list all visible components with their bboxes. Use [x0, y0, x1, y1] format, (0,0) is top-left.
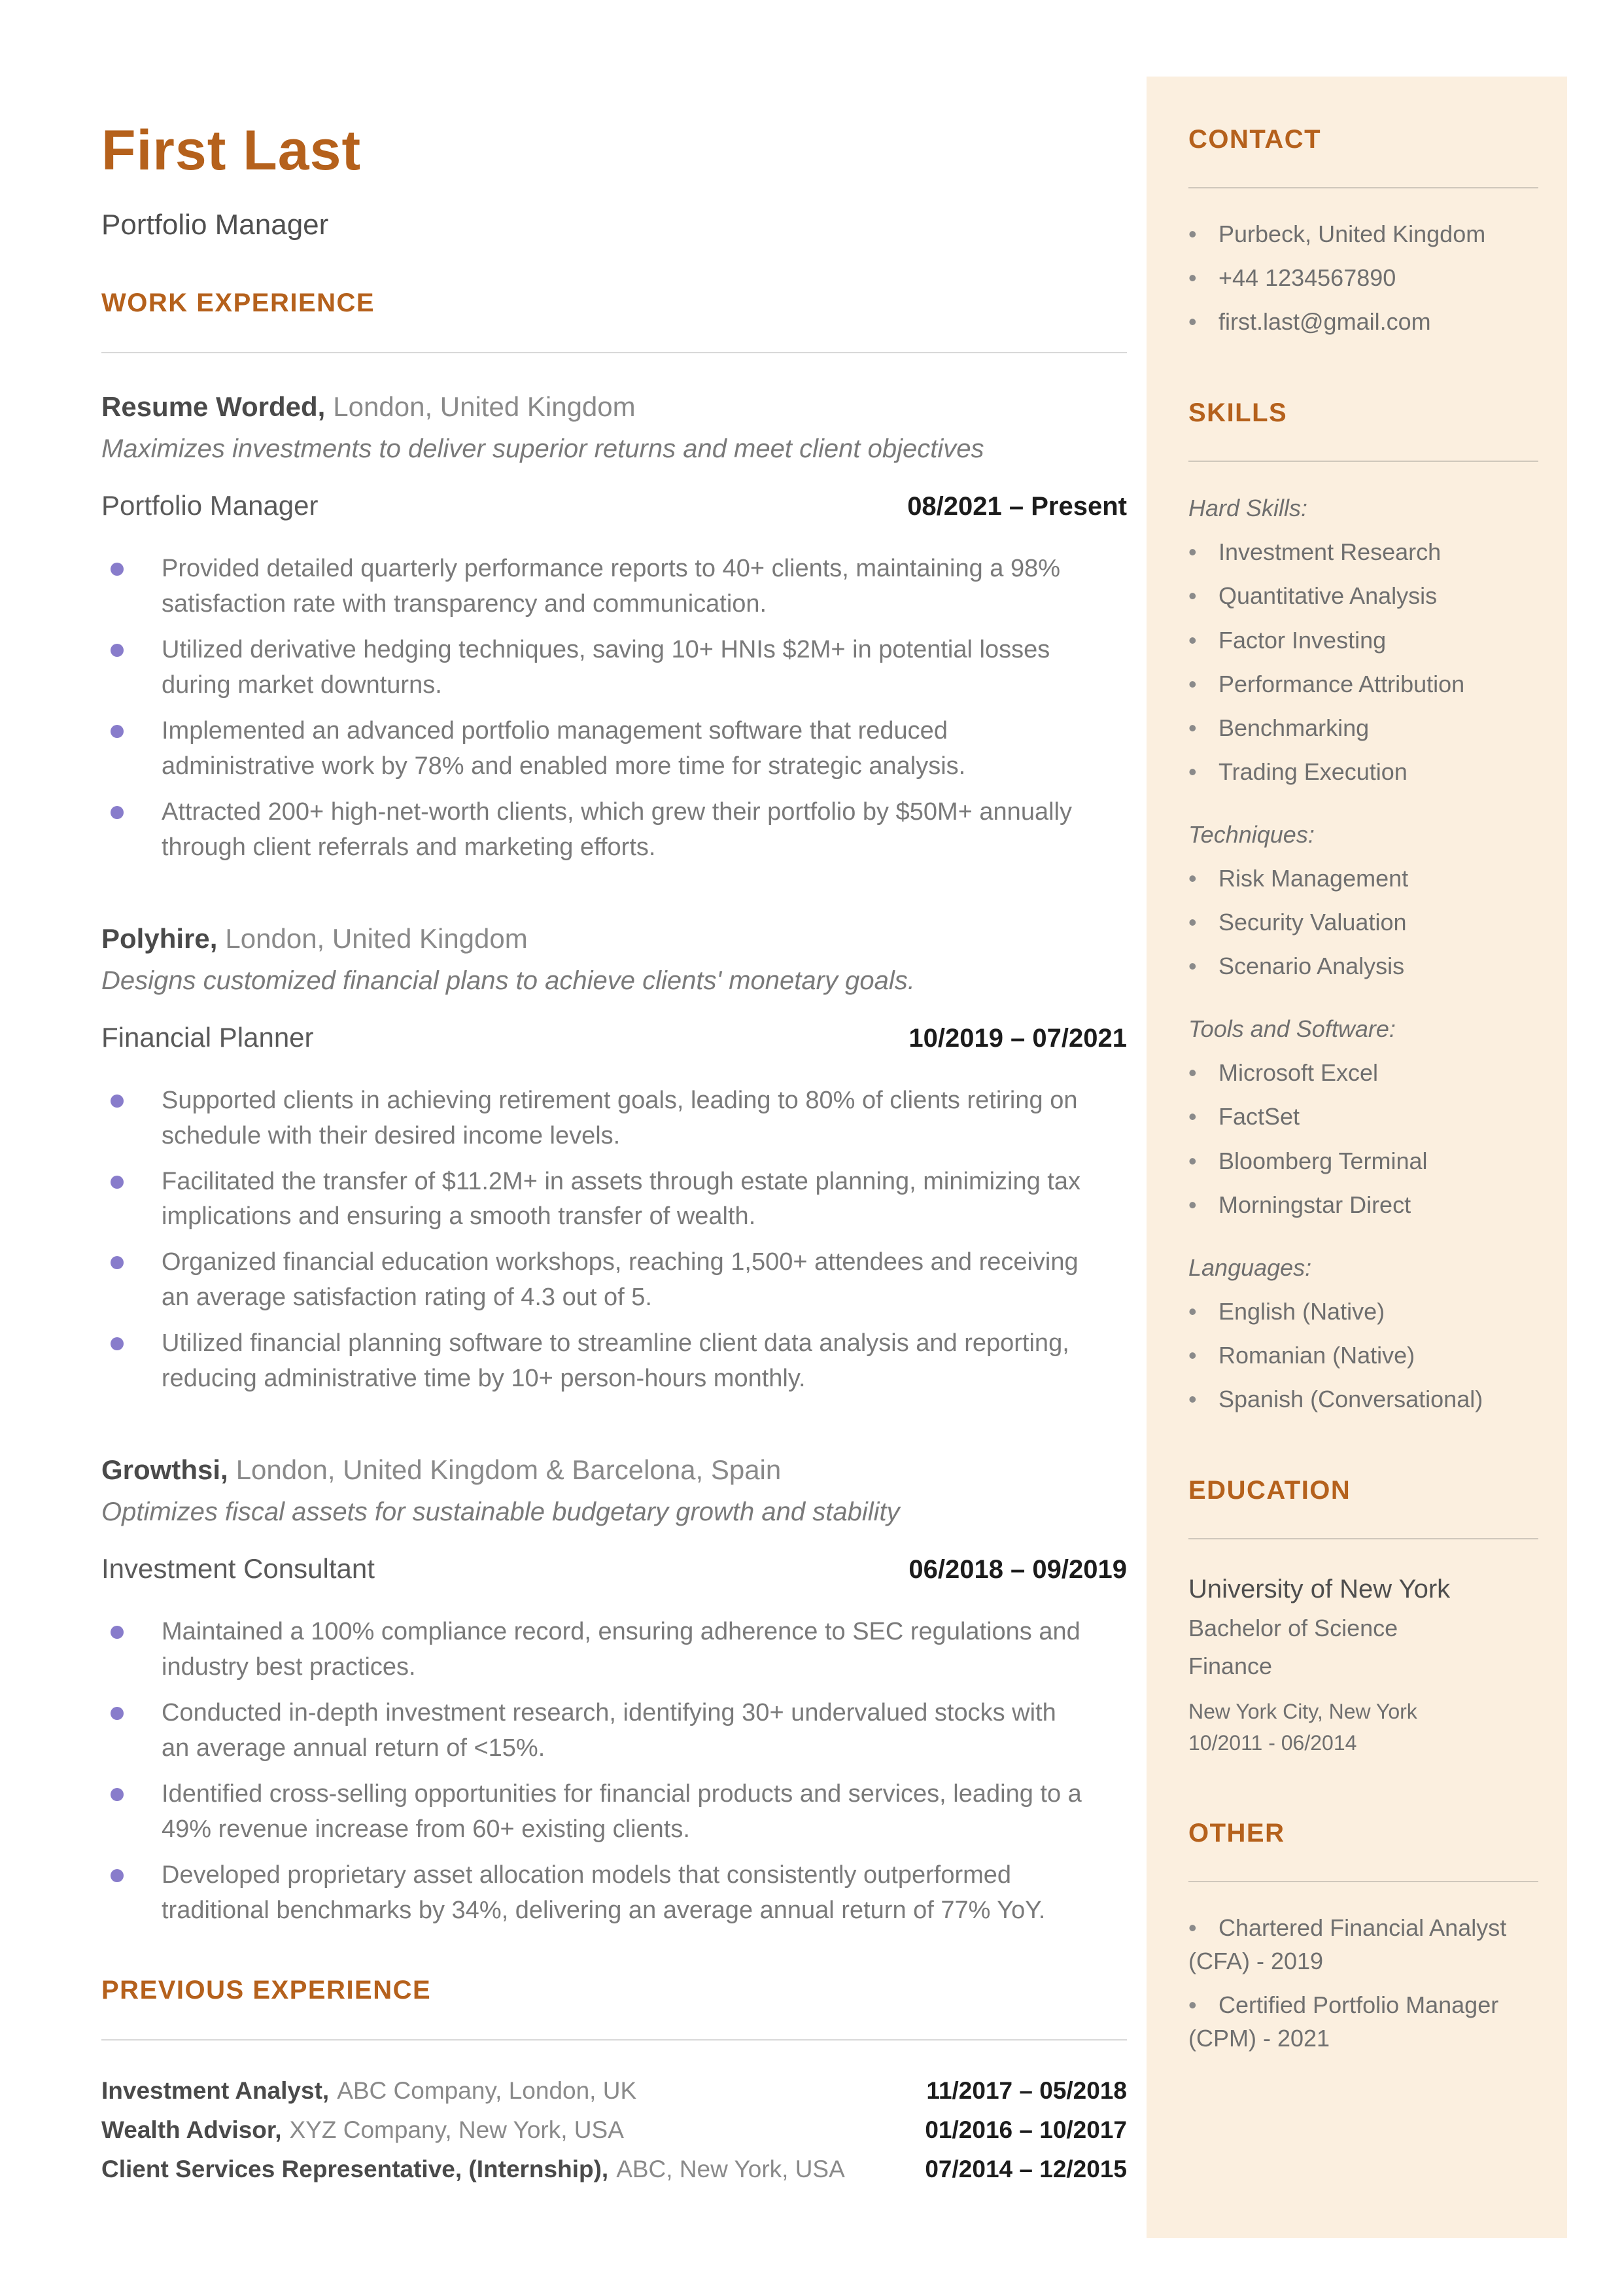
bullet-text: Facilitated the transfer of $11.2M+ in assets through estate planning, minimizing tax implications and ensuring a smooth transfer of wealth.	[162, 1167, 1080, 1231]
education-location: New York City, New York	[1188, 1700, 1417, 1724]
job-title-row	[101, 1022, 1127, 1053]
bullet-dot-icon	[111, 1176, 124, 1189]
skill-item	[1188, 667, 1538, 701]
bullet-dot-icon	[111, 1788, 124, 1801]
skill-item	[1188, 1144, 1538, 1178]
bullet-dot-icon: •	[1188, 714, 1197, 741]
sidebar-divider	[1188, 187, 1538, 188]
section-divider	[101, 2039, 1127, 2041]
skill-group	[1188, 495, 1538, 788]
skill-item-text: Bloomberg Terminal	[1218, 1147, 1428, 1174]
bullet-dot-icon: •	[1188, 264, 1197, 292]
company-location: London, United Kingdom	[225, 922, 528, 954]
skill-list	[1188, 1056, 1538, 1221]
company-name: Growthsi,	[101, 1454, 228, 1486]
previous-role-row	[101, 2077, 1127, 2105]
bullet-dot-icon	[111, 806, 124, 819]
job-bullet	[101, 1245, 1082, 1316]
previous-role-org: ABC, New York, USA	[616, 2155, 845, 2182]
company-description: Optimizes fiscal assets for sustainable budgetary growth and stability	[101, 1498, 900, 1527]
skill-item-text: Investment Research	[1218, 538, 1442, 566]
company-location: London, United Kingdom	[333, 391, 636, 422]
education-dates: 10/2011 - 06/2014	[1188, 1731, 1357, 1755]
contact-section	[1188, 125, 1538, 338]
bullet-text: Attracted 200+ high-net-worth clients, which grew their portfolio by $50M+ annually through client referrals and marketing efforts.	[162, 797, 1072, 861]
bullet-dot-icon: •	[1188, 1191, 1197, 1218]
contact-item-text: +44 1234567890	[1218, 264, 1396, 292]
bullet-dot-icon	[111, 1337, 124, 1350]
education-major: Finance	[1188, 1653, 1273, 1680]
skill-item-text: Microsoft Excel	[1218, 1059, 1379, 1087]
skill-item-text: FactSet	[1218, 1103, 1300, 1130]
skills-heading: SKILLS	[1188, 398, 1288, 428]
other-list	[1188, 1911, 1538, 2055]
section-divider	[101, 352, 1127, 353]
skill-item	[1188, 1295, 1538, 1328]
job-bullet	[101, 1696, 1082, 1766]
job-entry	[101, 923, 1127, 1397]
skill-item	[1188, 579, 1538, 612]
job-bullet	[101, 633, 1082, 703]
bullet-dot-icon: •	[1188, 670, 1197, 697]
skill-item-text: Trading Execution	[1218, 758, 1408, 785]
bullet-dot-icon	[111, 563, 124, 576]
job-entry	[101, 1454, 1127, 1929]
bullet-dot-icon: •	[1188, 538, 1197, 566]
bullet-dot-icon: •	[1188, 582, 1197, 610]
contact-item	[1188, 261, 1538, 294]
other-item-text: Certified Portfolio Manager (CPM) - 2021	[1188, 1991, 1499, 2052]
job-bullet	[101, 1777, 1082, 1848]
bullet-dot-icon: •	[1188, 864, 1197, 892]
skill-group	[1188, 1015, 1538, 1221]
person-title: Portfolio Manager	[101, 209, 329, 241]
company-line	[101, 1454, 1127, 1486]
education-degree: Bachelor of Science	[1188, 1615, 1398, 1642]
previous-experience-section	[101, 1976, 1127, 2183]
job-title: Investment Consultant	[101, 1553, 375, 1585]
skill-item	[1188, 862, 1538, 895]
previous-role-dates: 01/2016 – 10/2017	[925, 2116, 1127, 2143]
contact-item-text: first.last@gmail.com	[1218, 308, 1431, 336]
company-description: Designs customized financial plans to achieve clients' monetary goals.	[101, 966, 915, 995]
previous-role-title: Client Services Representative, (Internship),	[101, 2155, 609, 2182]
skill-group-label: Hard Skills:	[1188, 495, 1308, 522]
contact-item-text: Purbeck, United Kingdom	[1218, 220, 1486, 247]
bullet-text: Identified cross-selling opportunities for financial products and services, leading to a 49% revenue increase from 60+ existing clients.	[162, 1780, 1082, 1844]
bullet-dot-icon	[111, 1707, 124, 1720]
skill-item-text: Spanish (Conversational)	[1218, 1385, 1483, 1412]
company-name: Polyhire,	[101, 922, 218, 954]
other-item-text: Chartered Financial Analyst (CFA) - 2019	[1188, 1914, 1507, 1975]
education-school: University of New York	[1188, 1575, 1451, 1604]
bullet-dot-icon: •	[1188, 308, 1197, 336]
bullet-text: Provided detailed quarterly performance reports to 40+ clients, maintaining a 98% satisfaction rate with transparency and communication.	[162, 555, 1061, 618]
job-bullet	[101, 1858, 1082, 1929]
job-bullet-list	[101, 1615, 1082, 1929]
skill-item-text: Quantitative Analysis	[1218, 582, 1438, 610]
bullet-dot-icon: •	[1188, 758, 1197, 785]
education-heading: EDUCATION	[1188, 1476, 1351, 1505]
bullet-dot-icon	[111, 1256, 124, 1269]
previous-role-dates: 07/2014 – 12/2015	[925, 2155, 1127, 2182]
skill-item-text: Risk Management	[1218, 864, 1409, 892]
bullet-dot-icon	[111, 725, 124, 738]
bullet-text: Supported clients in achieving retirement goals, leading to 80% of clients retiring on schedule with their desired income levels.	[162, 1086, 1078, 1149]
company-location: London, United Kingdom & Barcelona, Spain	[235, 1454, 782, 1486]
bullet-dot-icon	[111, 1869, 124, 1882]
skill-group-label: Tools and Software:	[1188, 1015, 1396, 1043]
contact-list	[1188, 217, 1538, 338]
bullet-text: Developed proprietary asset allocation models that consistently outperformed traditional benchmarks by 34%, delivering an average annual return of 77% YoY.	[162, 1861, 1046, 1924]
previous-role-row	[101, 2116, 1127, 2144]
sidebar-divider	[1188, 1881, 1538, 1882]
skill-item-text: Romanian (Native)	[1218, 1341, 1415, 1369]
skill-group	[1188, 1254, 1538, 1416]
company-line	[101, 923, 1127, 955]
education-section	[1188, 1476, 1538, 1759]
bullet-text: Implemented an advanced portfolio management software that reduced administrative work by 78% and enabled more time for strategic analysis.	[162, 716, 966, 780]
skill-item-text: English (Native)	[1218, 1297, 1385, 1325]
bullet-dot-icon: •	[1188, 1059, 1197, 1087]
previous-experience-list	[101, 2077, 1127, 2183]
skills-section	[1188, 398, 1538, 1416]
bullet-dot-icon: •	[1188, 953, 1197, 980]
bullet-text: Conducted in-depth investment research, identifying 30+ undervalued stocks with an average annual return of <15%.	[162, 1699, 1056, 1762]
job-bullet-list	[101, 1083, 1082, 1397]
job-bullet-list	[101, 552, 1082, 866]
skill-item	[1188, 949, 1538, 983]
skill-item-text: Scenario Analysis	[1218, 953, 1405, 980]
skill-group-label: Languages:	[1188, 1253, 1312, 1281]
company-name: Resume Worded,	[101, 391, 326, 422]
sidebar-divider	[1188, 461, 1538, 462]
job-title: Portfolio Manager	[101, 490, 319, 521]
skill-list	[1188, 535, 1538, 788]
company-description: Maximizes investments to deliver superior returns and meet client objectives	[101, 434, 984, 463]
bullet-dot-icon: •	[1188, 909, 1197, 936]
other-section	[1188, 1819, 1538, 2055]
job-bullet	[101, 1326, 1082, 1397]
previous-role-dates: 11/2017 – 05/2018	[926, 2076, 1127, 2104]
skill-item	[1188, 1382, 1538, 1416]
skill-item	[1188, 1056, 1538, 1089]
person-name: First Last	[101, 119, 362, 182]
skill-item	[1188, 755, 1538, 788]
contact-item	[1188, 217, 1538, 251]
contact-heading: CONTACT	[1188, 125, 1322, 154]
skill-item-text: Factor Investing	[1218, 626, 1387, 654]
skill-group	[1188, 821, 1538, 983]
job-bullet	[101, 795, 1082, 866]
job-title-row	[101, 1553, 1127, 1585]
skill-item	[1188, 1100, 1538, 1133]
bullet-dot-icon: •	[1188, 626, 1197, 654]
skill-item-text: Security Valuation	[1218, 909, 1407, 936]
skill-item-text: Performance Attribution	[1218, 670, 1465, 697]
previous-role	[101, 2116, 624, 2144]
sidebar	[1147, 77, 1567, 2238]
bullet-dot-icon: •	[1188, 1991, 1197, 2019]
education-location-dates	[1188, 1696, 1538, 1759]
bullet-text: Maintained a 100% compliance record, ensuring adherence to SEC regulations and industry best practices.	[162, 1618, 1080, 1681]
company-line	[101, 391, 1127, 423]
skill-item	[1188, 1339, 1538, 1372]
other-heading: OTHER	[1188, 1819, 1285, 1848]
previous-role	[101, 2156, 845, 2183]
previous-role-row	[101, 2156, 1127, 2183]
other-item	[1188, 1911, 1538, 1978]
skill-item-text: Benchmarking	[1218, 714, 1370, 741]
job-bullet	[101, 714, 1082, 784]
skill-list	[1188, 862, 1538, 983]
skill-group-label: Techniques:	[1188, 820, 1315, 848]
skill-item	[1188, 623, 1538, 657]
skill-list	[1188, 1295, 1538, 1416]
contact-item	[1188, 305, 1538, 338]
skill-item-text: Morningstar Direct	[1218, 1191, 1411, 1218]
skill-item	[1188, 905, 1538, 939]
job-dates: 10/2019 – 07/2021	[908, 1023, 1127, 1053]
skill-item	[1188, 1188, 1538, 1221]
previous-role	[101, 2077, 636, 2105]
previous-role-title: Wealth Advisor,	[101, 2116, 282, 2143]
skill-item	[1188, 535, 1538, 569]
bullet-dot-icon	[111, 644, 124, 657]
job-dates: 06/2018 – 09/2019	[908, 1555, 1127, 1585]
bullet-dot-icon: •	[1188, 1914, 1197, 1942]
job-bullet	[101, 1165, 1082, 1235]
bullet-text: Utilized financial planning software to streamline client data analysis and reporting, reducing administrative time by 10+ person-hours monthly.	[162, 1329, 1069, 1393]
skill-item	[1188, 711, 1538, 745]
previous-role-org: ABC Company, London, UK	[337, 2076, 637, 2104]
job-dates: 08/2021 – Present	[907, 492, 1127, 521]
previous-experience-heading: PREVIOUS EXPERIENCE	[101, 1975, 432, 2005]
bullet-dot-icon	[111, 1626, 124, 1639]
bullet-dot-icon: •	[1188, 1297, 1197, 1325]
bullet-dot-icon: •	[1188, 1147, 1197, 1174]
main-column	[101, 0, 1127, 2183]
bullet-text: Organized financial education workshops, reaching 1,500+ attendees and receiving an average satisfaction rating of 4.3 out of 5.	[162, 1248, 1079, 1312]
job-bullet	[101, 552, 1082, 622]
previous-role-title: Investment Analyst,	[101, 2076, 330, 2104]
job-title-row	[101, 490, 1127, 521]
work-experience-heading: WORK EXPERIENCE	[101, 289, 375, 317]
bullet-dot-icon: •	[1188, 1103, 1197, 1130]
bullet-dot-icon: •	[1188, 220, 1197, 247]
bullet-dot-icon	[111, 1095, 124, 1108]
previous-role-org: XYZ Company, New York, USA	[289, 2116, 624, 2143]
bullet-text: Utilized derivative hedging techniques, saving 10+ HNIs $2M+ in potential losses during market downturns.	[162, 635, 1050, 699]
job-title: Financial Planner	[101, 1021, 314, 1053]
bullet-dot-icon: •	[1188, 1341, 1197, 1369]
bullet-dot-icon: •	[1188, 1385, 1197, 1412]
work-experience-section	[101, 289, 1127, 1929]
sidebar-divider	[1188, 1538, 1538, 1539]
job-entry	[101, 391, 1127, 866]
job-bullet	[101, 1083, 1082, 1154]
other-item	[1188, 1988, 1538, 2055]
job-bullet	[101, 1615, 1082, 1685]
